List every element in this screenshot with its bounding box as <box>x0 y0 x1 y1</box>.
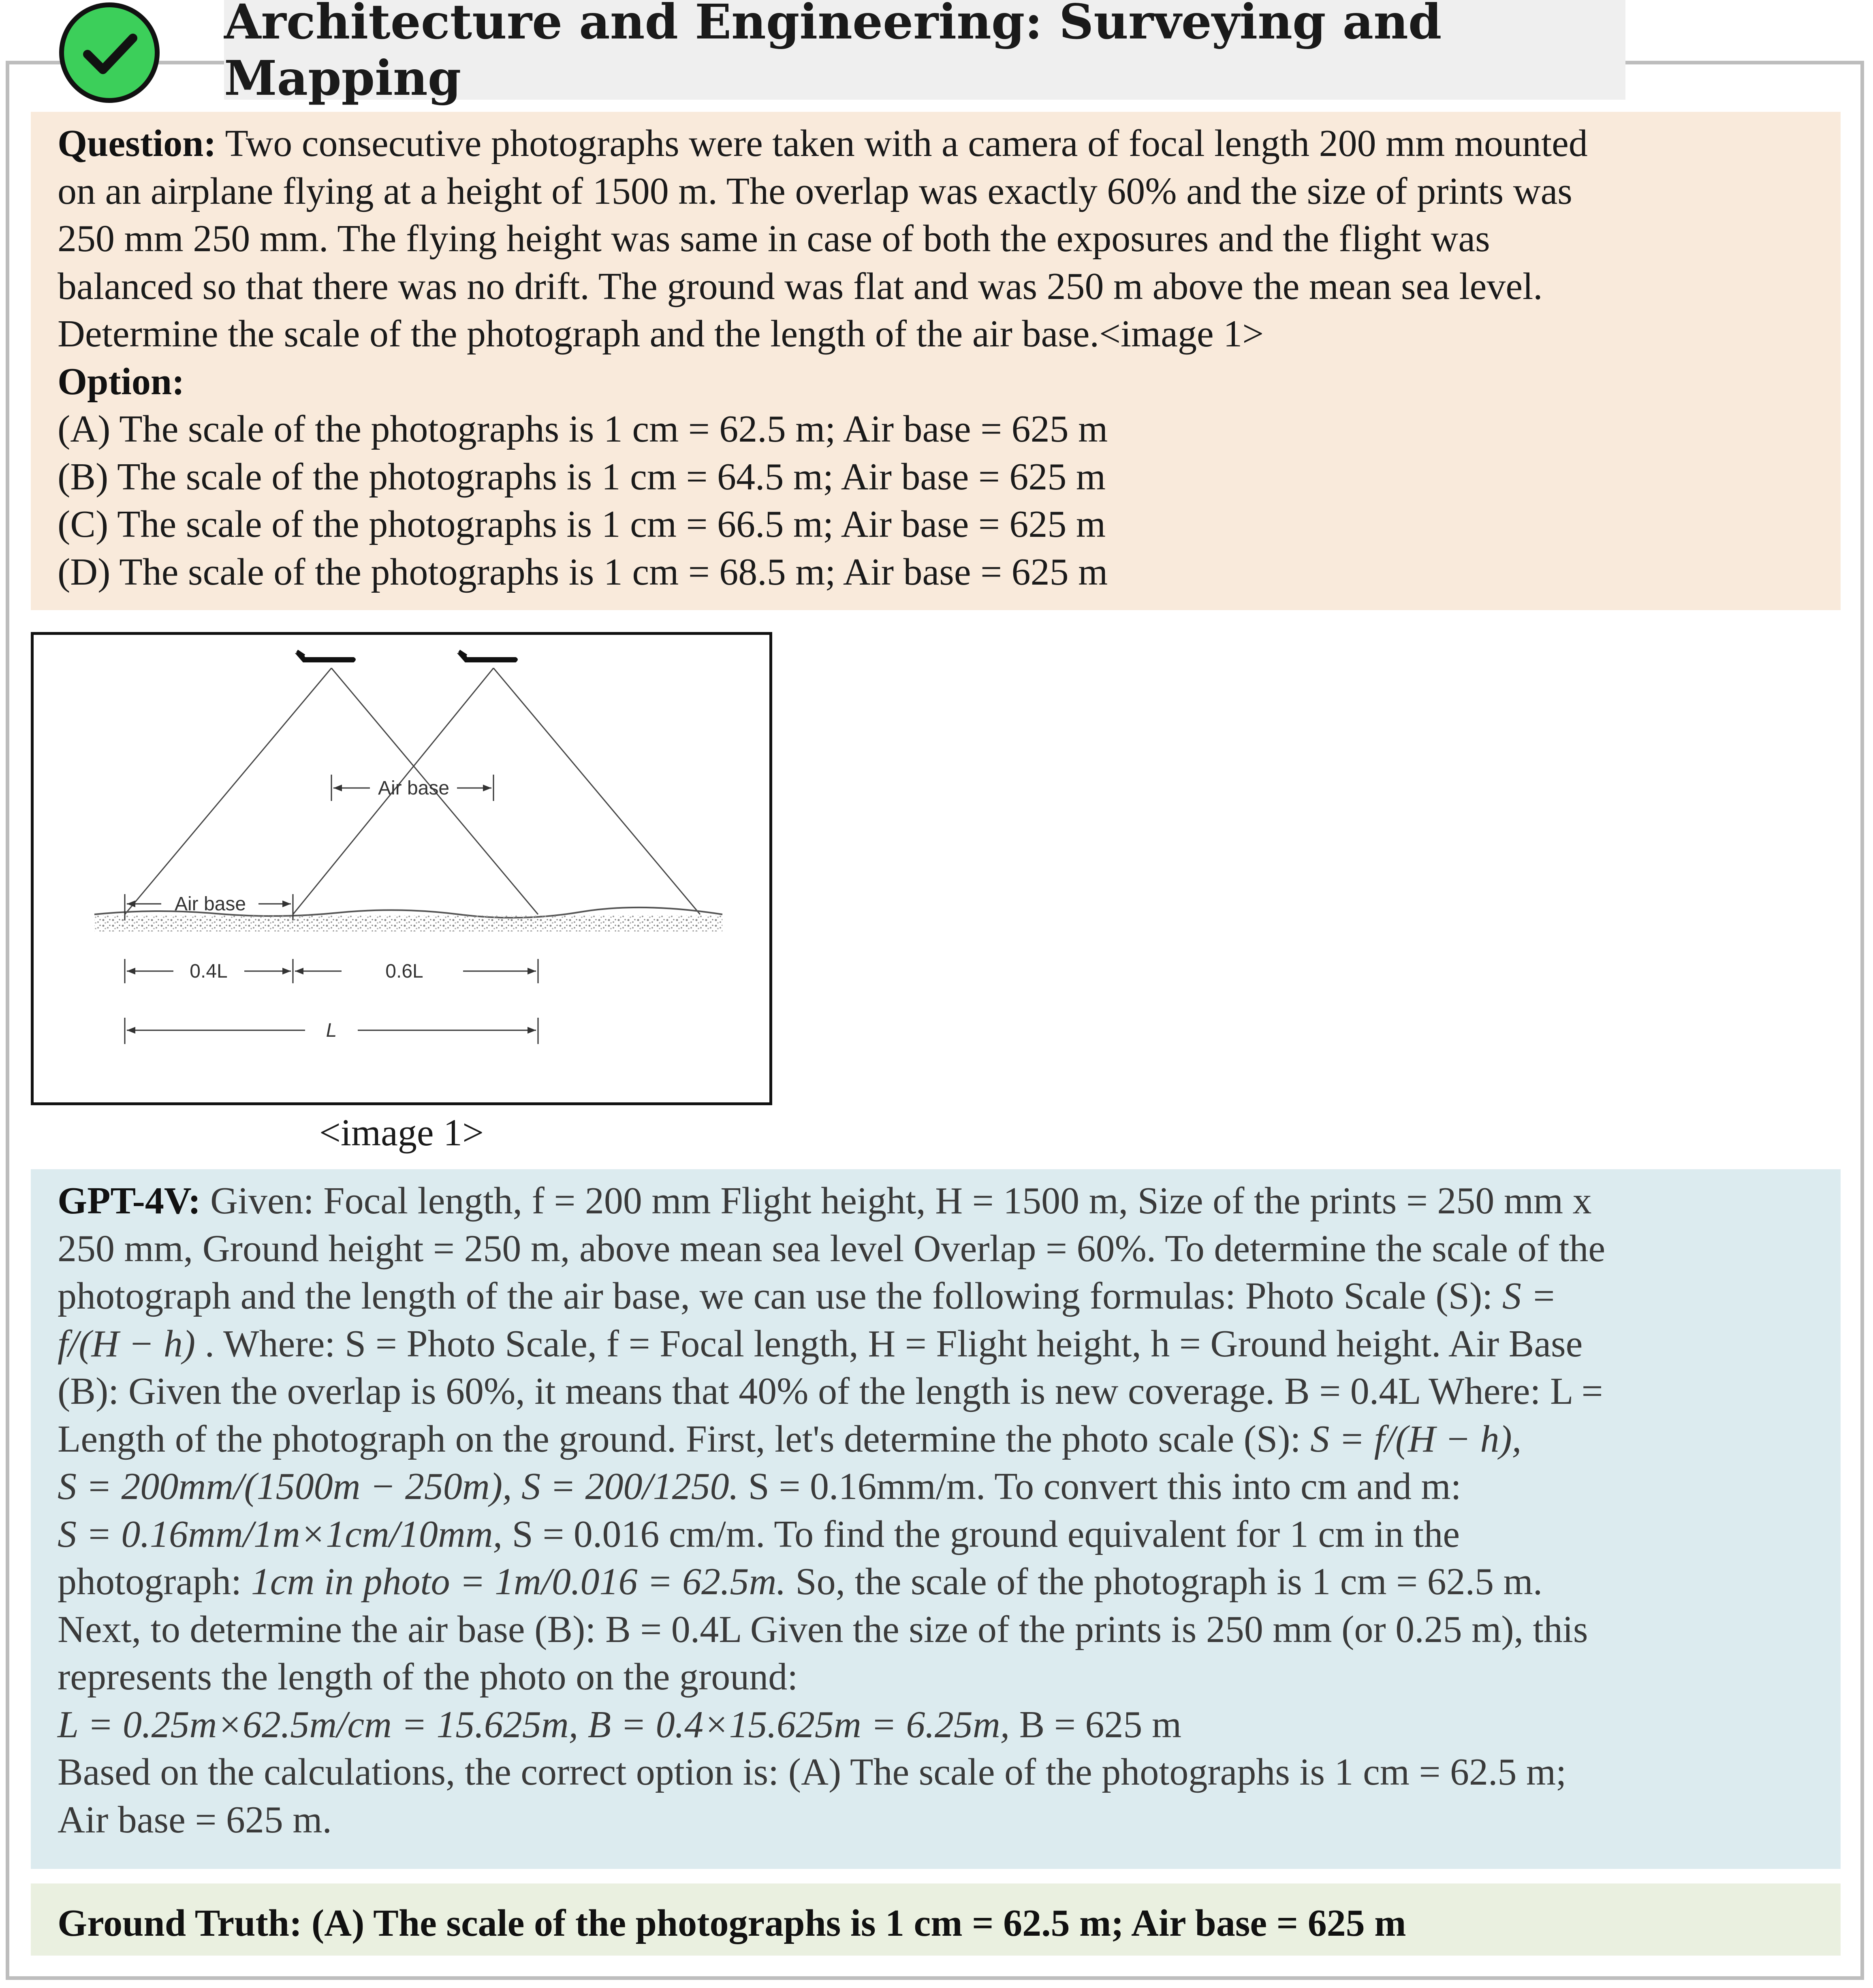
option-b: (B) The scale of the photographs is 1 cm = 64.5 m; Air base = 625 m <box>58 455 1106 498</box>
dim-label-04L: 0.4L <box>190 961 228 982</box>
air-base-label-top: Air base <box>378 777 450 799</box>
title-banner <box>224 0 1625 106</box>
dim-label-06L: 0.6L <box>385 961 423 982</box>
gpt4v-answer-panel <box>31 1169 1841 1869</box>
question-panel <box>31 112 1841 610</box>
air-base-diagram <box>31 632 772 1105</box>
dim-label-L: L <box>326 1020 337 1041</box>
ground-truth-panel <box>31 1883 1841 1956</box>
gpt4v-label: GPT-4V: <box>58 1180 201 1222</box>
airplane-icon-left <box>295 651 356 662</box>
air-base-dimension-top <box>331 775 493 801</box>
air-base-label-left: Air base <box>174 893 246 915</box>
gpt4v-answer-text: GPT-4V: Given: Focal length, f = 200 mm Flight height, H = 1500 m, Size of the prints = 250 mm x 250 mm, Ground height = 250 m, above mean sea level Overlap = 60%. To determine the scale of the photograph and the length of the air base, we can use the following formulas: Photo Scale (S): S = f/(H − h) . Where: S = Photo Scale, f = Focal length, H = Flight height, h = Ground height. Air Base (B): Given the overlap is 60%, it means that 40% of the length is new coverage. B = 0.4L Where: L = Length of the photograph on the ground. First, let's determine the photo scale (S): S = f/(H − h), S = 200mm/(1500m − 250m), S = 200/1250. S = 0.16mm/m. To convert this into cm and m: S = 0.16mm/1m×1cm/10mm, S = 0.016 cm/m. To find the ground equivalent for 1 cm in the photograph: 1cm in photo = 1m/0.016 = 62.5m. So, the scale of the photograph is 1 cm = 62.5 m. Next, to determine the air base (B): B = 0.4L Given the size of the prints is 250 mm (or 0.25 m), this represents the length of the photo on the ground: L = 0.25m×62.5m/cm = 15.625m, B = 0.4×15.625m = 6.25m, B = 625 m Based on the calculations, the correct option is: (A) The scale of the photographs is 1 cm = 62.5 m; Air base = 625 m. <box>58 1180 1606 1841</box>
check-circle-icon <box>58 2 160 104</box>
option-a: (A) The scale of the photographs is 1 cm = 62.5 m; Air base = 625 m <box>58 408 1108 450</box>
question-label: Question: <box>58 122 216 164</box>
option-label: Option: <box>58 360 185 403</box>
page-title: Architecture and Engineering: Surveying and Mapping <box>224 0 1442 106</box>
figure-caption: <image 1> <box>319 1112 484 1154</box>
option-c: (C) The scale of the photographs is 1 cm = 66.5 m; Air base = 625 m <box>58 503 1106 545</box>
overlap-dimension <box>125 959 538 983</box>
length-dimension <box>125 1018 538 1044</box>
airplane-icon-right <box>457 651 518 662</box>
question-text: Question: Two consecutive photographs were taken with a camera of focal length 200 mm mounted on an airplane flying at a height of 1500 m. The overlap was exactly 60% and the size of prints was 250 mm 250 mm. The flying height was same in case of both the exposures and the flight was balanced so that there was no drift. The ground was flat and was 250 m above the mean sea level. Determine the scale of the photograph and the length of the air base.<image 1> <box>58 122 1588 355</box>
ground-truth-text: Ground Truth: (A) The scale of the photographs is 1 cm = 62.5 m; Air base = 625 m <box>58 1902 1406 1945</box>
option-d: (D) The scale of the photographs is 1 cm = 68.5 m; Air base = 625 m <box>58 551 1108 593</box>
